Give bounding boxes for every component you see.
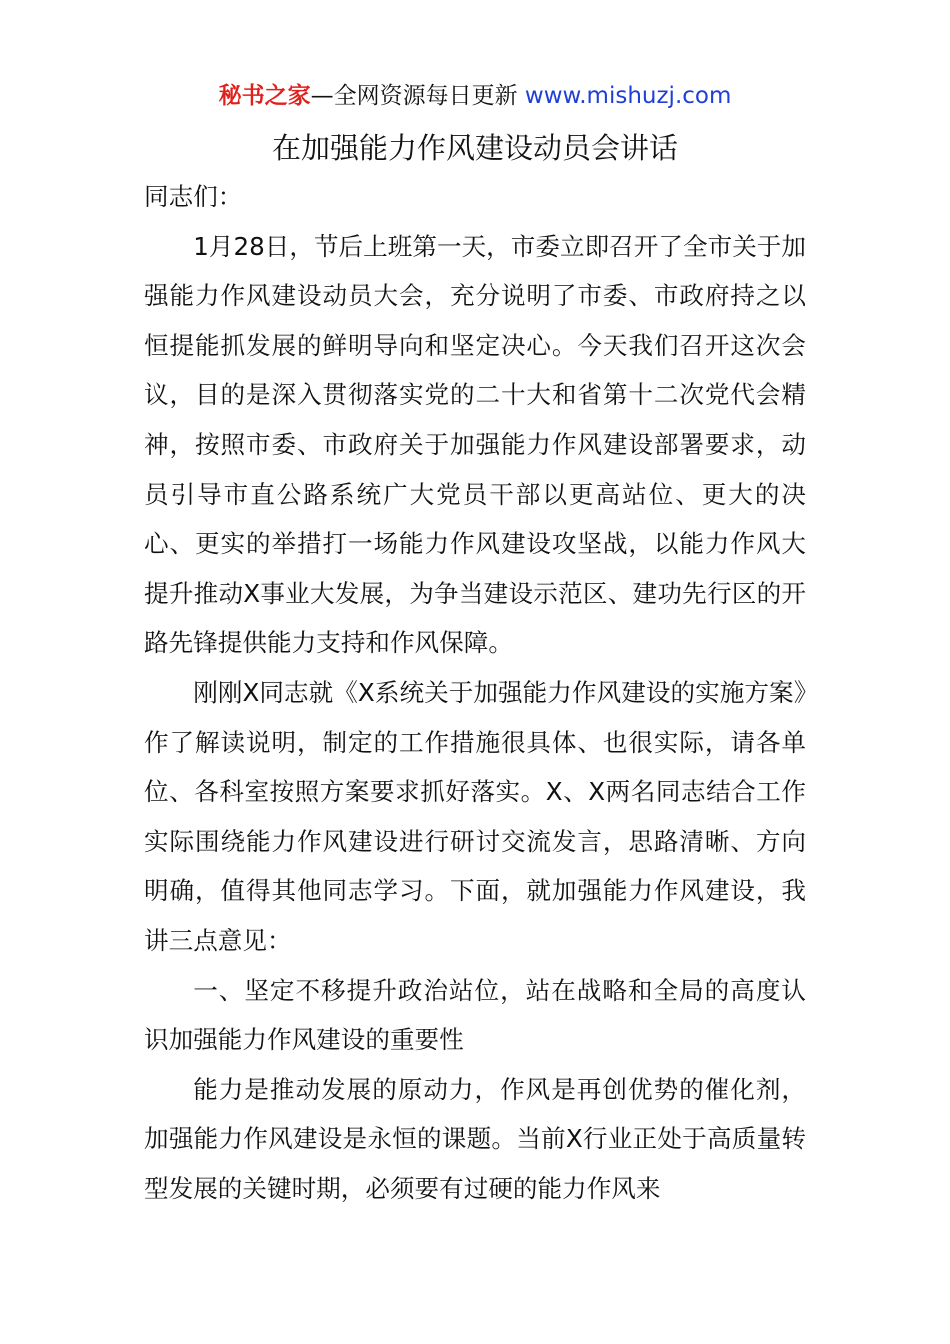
paragraph-2: 刚刚X同志就《X系统关于加强能力作风建设的实施方案》作了解读说明，制定的工作措施很具体、也很实际，请各单位、各科室按照方案要求抓好落实。X、X两名同志结合工作实际围绕能力作风建设进行研讨交流发言，思路清晰、方向明确，值得其他同志学习。下面，就加强能力作风建设，我讲三点意见：: [144, 677, 806, 955]
paragraph-1: 1月28日，节后上班第一天，市委立即召开了全市关于加强能力作风建设动员大会，充分说明了市委、市政府持之以恒提能抓发展的鲜明导向和坚定决心。今天我们召开这次会议，目的是深入贯彻落实党的二十大和省第十二次党代会精神，按照市委、市政府关于加强能力作风建设部署要求，动员引导市直公路系统广大党员干部以更高站位、更大的决心、更实的举措打一场能力作风建设攻坚战，以能力作风大提升推动X事业大发展，为争当建设示范区、建功先行区的开路先锋提供能力支持和作风保障。: [144, 231, 806, 658]
section-heading-1: 一、坚定不移提升政治站位，站在战略和全局的高度认识加强能力作风建设的重要性: [144, 975, 806, 1055]
document-title: 在加强能力作风建设动员会讲话: [271, 131, 678, 165]
paragraph-3: 能力是推动发展的原动力，作风是再创优势的催化剂，加强能力作风建设是永恒的课题。当前X行业正处于高质量转型发展的关键时期，必须要有过硬的能力作风来: [144, 1074, 806, 1203]
site-slogan: —全网资源每日更新: [310, 83, 525, 109]
salutation: 同志们：: [144, 182, 243, 211]
document-body: [144, 172, 806, 1213]
site-header: [0, 80, 950, 112]
site-url-link[interactable]: www.mishuzj.com: [524, 83, 732, 109]
site-brand: 秘书之家: [218, 83, 311, 109]
